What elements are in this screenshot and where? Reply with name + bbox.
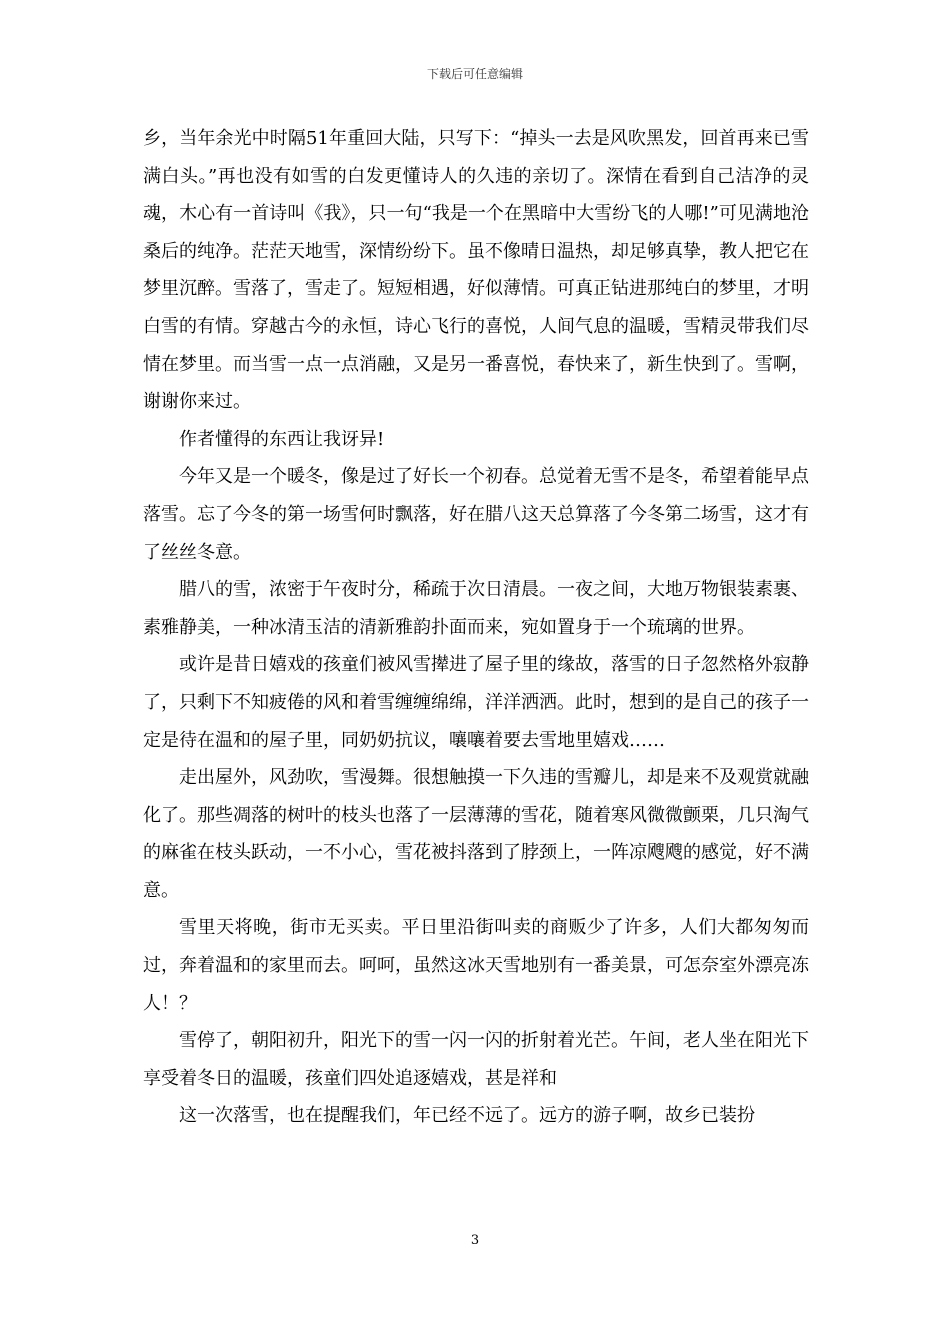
paragraph: 这一次落雪，也在提醒我们，年已经不远了。远方的游子啊，故乡已装扮 — [179, 1105, 755, 1127]
paragraph-continued: 乡，当年余光中时隔51年重回大陆，只写下：“掉头一去是风吹黑发，回首再来已雪满白头。”再也没有如雪的白发更懂诗人的久违的亲切了。深情在看到自己洁净的灵魂，木心有一首诗叫《我》，只一句“我是一个在黑暗中大雪纷飞的人哪!”可见满地沧桑后的纯净。茫茫天地雪，深情纷纷下。虽不像晴日温热，却足够真挚，教人把它在梦里沉醉。雪落了，雪走了。短短相遇，好似薄情。可真正钻进那纯白的梦里，才明白雪的有情。穿越古今的永恒，诗心飞行的喜悦，人间气息的温暖，雪精灵带我们尽情在梦里。而当雪一点一点消融，又是另一番喜悦，春快来了，新生快到了。雪啊，谢谢你来过。 — [143, 128, 809, 413]
paragraph: 腊八的雪，浓密于午夜时分，稀疏于次日清晨。一夜之间，大地万物银装素裹、素雅静美，一种冰清玉洁的清新雅韵扑面而来，宛如置身于一个琉璃的世界。 — [143, 579, 809, 638]
paragraph: 作者懂得的东西让我讶异! — [179, 428, 385, 450]
paragraph: 雪里天将晚，街市无买卖。平日里沿街叫卖的商贩少了许多，人们大都匆匆而过，奔着温和的家里而去。呵呵，虽然这冰天雪地别有一番美景，可怎奈室外漂亮冻人！？ — [143, 917, 809, 1014]
paragraph: 或许是昔日嬉戏的孩童们被风雪撵进了屋子里的缘故，落雪的日子忽然格外寂静了，只剩下不知疲倦的风和着雪缠缠绵绵，洋洋洒洒。此时，想到的是自己的孩子一定是待在温和的屋子里，同奶奶抗议，嚷嚷着要去雪地里嬉戏…… — [143, 654, 809, 751]
paragraph: 走出屋外，风劲吹，雪漫舞。很想触摸一下久违的雪瓣儿，却是来不及观赏就融化了。那些凋落的树叶的枝头也落了一层薄薄的雪花，随着寒风微微颤栗，几只淘气的麻雀在枝头跃动，一不小心，雪花被抖落到了脖颈上，一阵凉飕飕的感觉，好不满意。 — [143, 767, 809, 901]
paragraph: 今年又是一个暖冬，像是过了好长一个初春。总觉着无雪不是冬，希望着能早点落雪。忘了今冬的第一场雪何时飘落，好在腊八这天总算落了今冬第二场雪，这才有了丝丝冬意。 — [143, 466, 809, 563]
document-body — [143, 120, 809, 1135]
page-header: 下载后可任意编辑 — [426, 67, 523, 81]
paragraph: 雪停了，朝阳初升，阳光下的雪一闪一闪的折射着光芒。午间，老人坐在阳光下享受着冬日的温暖，孩童们四处追逐嬉戏，甚是祥和 — [143, 1030, 809, 1089]
page-number: 3 — [470, 1233, 480, 1248]
